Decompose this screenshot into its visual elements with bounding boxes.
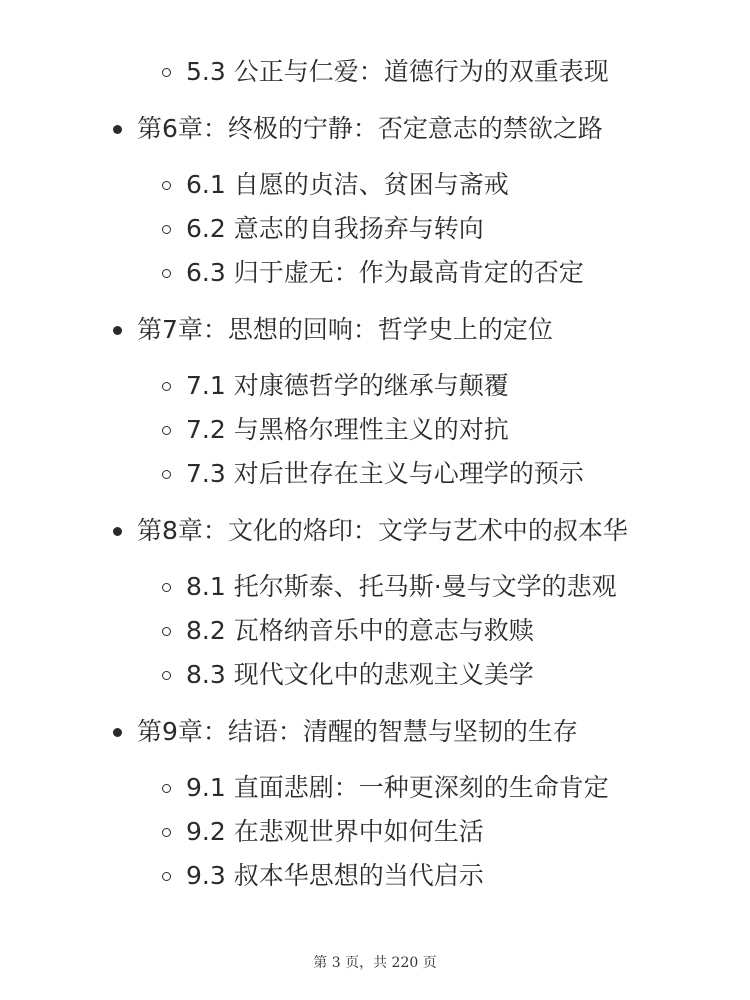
- hollow-circle-bullet-icon: [162, 784, 171, 793]
- toc-chapter-item: [113, 514, 628, 548]
- hollow-circle-bullet-icon: [162, 470, 171, 479]
- page-number-footer: 第 3 页，共 220 页: [313, 955, 437, 971]
- toc-item-text: 6.1 自愿的贞洁、贫困与斋戒: [186, 170, 509, 199]
- toc-section-item: [162, 614, 534, 648]
- hollow-circle-bullet-icon: [162, 828, 171, 837]
- toc-section-item: [162, 457, 584, 491]
- hollow-circle-bullet-icon: [162, 627, 171, 636]
- toc-item-text: 8.2 瓦格纳音乐中的意志与救赎: [186, 616, 534, 645]
- toc-item-text: 第9章：结语：清醒的智慧与坚韧的生存: [137, 717, 578, 746]
- toc-chapter-item: [113, 112, 603, 146]
- toc-section-item: [162, 859, 484, 893]
- toc-item-text: 7.1 对康德哲学的继承与颠覆: [186, 371, 509, 400]
- toc-item-text: 第6章：终极的宁静：否定意志的禁欲之路: [137, 114, 603, 143]
- hollow-circle-bullet-icon: [162, 872, 171, 881]
- toc-section-item: [162, 413, 509, 447]
- toc-section-item: [162, 369, 509, 403]
- hollow-circle-bullet-icon: [162, 382, 171, 391]
- toc-item-text: 5.3 公正与仁爱：道德行为的双重表现: [186, 57, 609, 86]
- hollow-circle-bullet-icon: [162, 225, 171, 234]
- toc-section-item: [162, 212, 484, 246]
- toc-section-item: [162, 55, 609, 89]
- hollow-circle-bullet-icon: [162, 181, 171, 190]
- toc-section-item: [162, 658, 534, 692]
- hollow-circle-bullet-icon: [162, 269, 171, 278]
- hollow-circle-bullet-icon: [162, 583, 171, 592]
- toc-item-text: 6.3 归于虚无：作为最高肯定的否定: [186, 258, 584, 287]
- filled-disc-bullet-icon: [113, 527, 122, 536]
- filled-disc-bullet-icon: [113, 125, 122, 134]
- toc-item-text: 第7章：思想的回响：哲学史上的定位: [137, 315, 553, 344]
- toc-section-item: [162, 256, 584, 290]
- toc-item-text: 第8章：文化的烙印：文学与艺术中的叔本华: [137, 516, 628, 545]
- toc-item-text: 7.3 对后世存在主义与心理学的预示: [186, 459, 584, 488]
- hollow-circle-bullet-icon: [162, 68, 171, 77]
- toc-chapter-item: [113, 313, 553, 347]
- filled-disc-bullet-icon: [113, 728, 122, 737]
- toc-item-text: 9.2 在悲观世界中如何生活: [186, 817, 484, 846]
- toc-section-item: [162, 570, 617, 604]
- toc-section-item: [162, 815, 484, 849]
- toc-item-text: 8.3 现代文化中的悲观主义美学: [186, 660, 534, 689]
- hollow-circle-bullet-icon: [162, 671, 171, 680]
- toc-section-item: [162, 771, 609, 805]
- toc-chapter-item: [113, 715, 578, 749]
- toc-item-text: 9.1 直面悲剧：一种更深刻的生命肯定: [186, 773, 609, 802]
- filled-disc-bullet-icon: [113, 326, 122, 335]
- toc-item-text: 9.3 叔本华思想的当代启示: [186, 861, 484, 890]
- hollow-circle-bullet-icon: [162, 426, 171, 435]
- toc-section-item: [162, 168, 509, 202]
- toc-item-text: 8.1 托尔斯泰、托马斯·曼与文学的悲观: [186, 572, 617, 601]
- toc-item-text: 7.2 与黑格尔理性主义的对抗: [186, 415, 509, 444]
- toc-item-text: 6.2 意志的自我扬弃与转向: [186, 214, 484, 243]
